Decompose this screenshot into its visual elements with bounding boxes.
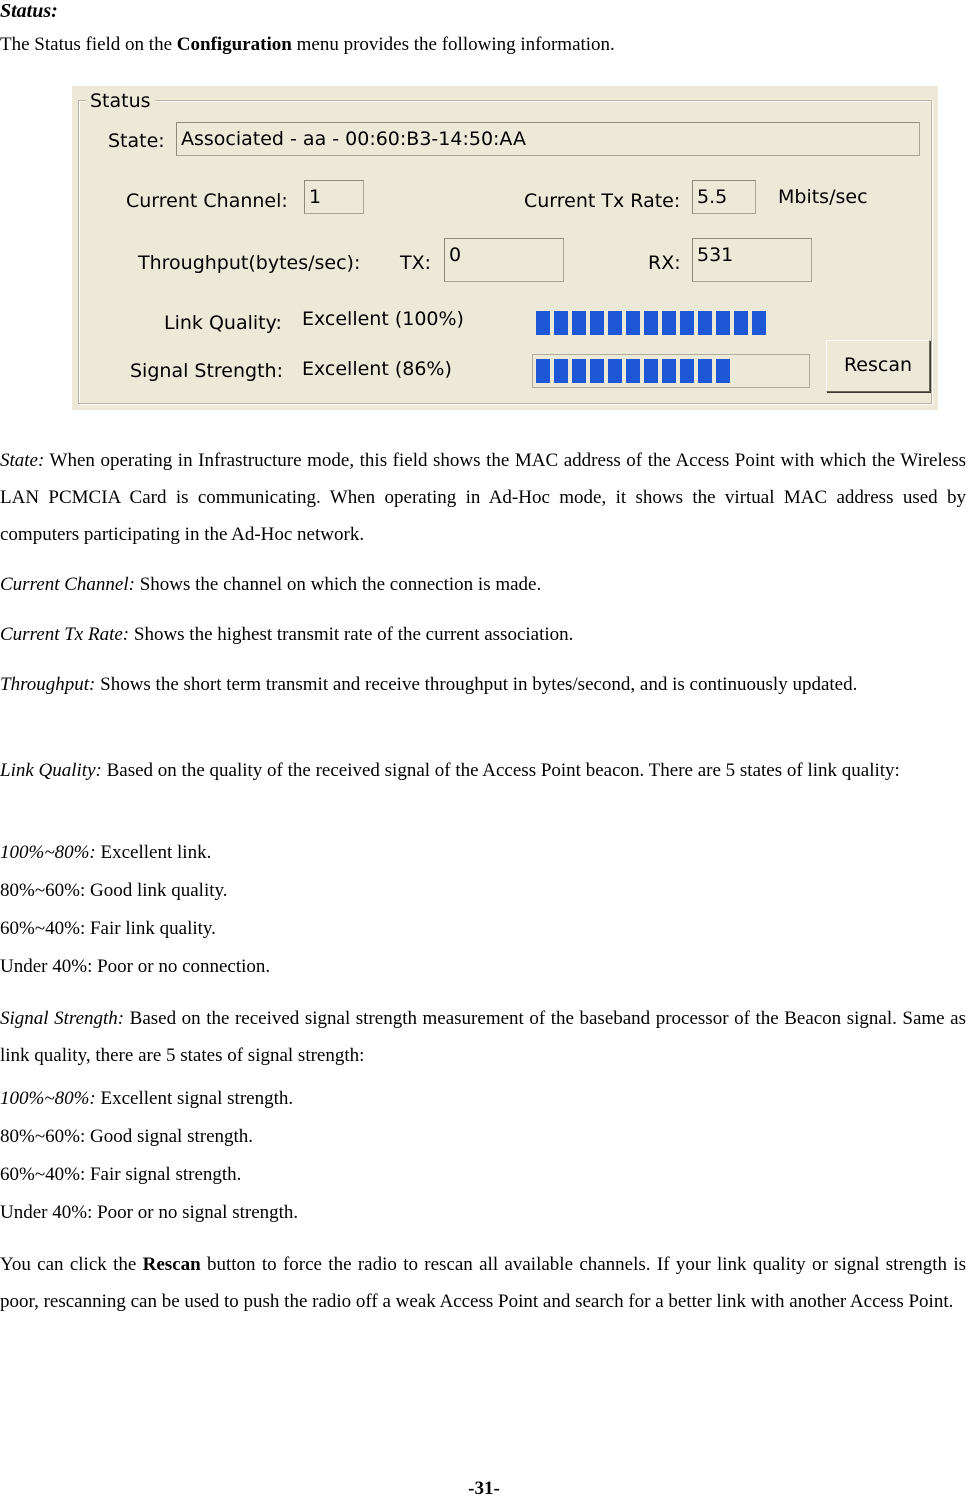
link-quality-state: [0, 842, 211, 864]
signal-strength-state: [0, 1202, 298, 1224]
progress-segment: [680, 359, 694, 383]
throughput-text: Shows the short term transmit and receive throughput in bytes/second, and is continuously updated.: [95, 674, 858, 695]
intro-text-end: menu provides the following information.: [291, 34, 615, 55]
rescan-text-end: button to force the radio to rescan all available channels. If your link quality or signal strength is poor, rescanning can be used to push the radio off a weak Access Point and search for a better link with another Access Point.: [0, 1254, 966, 1312]
tx-label: TX:: [400, 252, 432, 274]
link-quality-segments: [536, 311, 806, 335]
state-paragraph: [0, 442, 966, 553]
channel-term: Current Channel:: [0, 574, 135, 595]
progress-segment: [626, 311, 640, 335]
link-quality-state: [0, 918, 216, 940]
status-group-title: Status: [86, 90, 155, 112]
signal-strength-term: Signal Strength:: [0, 1008, 125, 1029]
state-desc: : Poor or no signal strength.: [87, 1202, 299, 1223]
link-quality-value: Excellent (100%): [302, 308, 464, 330]
intro-text: The Status field on the: [0, 34, 177, 55]
state-desc: Excellent signal strength.: [95, 1088, 294, 1109]
state-range: 60%~40%: [0, 1164, 80, 1185]
rx-field: 531: [692, 238, 812, 282]
signal-strength-bar: [532, 354, 810, 388]
throughput-label: Throughput(bytes/sec):: [138, 252, 361, 274]
signal-strength-state: [0, 1088, 293, 1110]
progress-segment: [608, 311, 622, 335]
progress-segment: [608, 359, 622, 383]
state-range: 100%~80%:: [0, 1088, 96, 1109]
current-tx-rate-field: 5.5: [692, 180, 756, 214]
signal-strength-paragraph: [0, 1000, 966, 1074]
signal-strength-text: Based on the received signal strength measurement of the baseband processor of the Beacon signal. Same as link quality, there are 5 states of signal strength:: [0, 1008, 966, 1066]
progress-segment: [554, 311, 568, 335]
rx-label: RX:: [648, 252, 681, 274]
rescan-term: Rescan: [142, 1254, 201, 1275]
progress-segment: [536, 311, 550, 335]
progress-segment: [590, 311, 604, 335]
progress-segment: [680, 311, 694, 335]
link-quality-label: Link Quality:: [164, 312, 282, 334]
current-channel-field: 1: [304, 180, 364, 214]
signal-strength-segments: [536, 359, 806, 383]
progress-segment: [662, 359, 676, 383]
link-quality-paragraph: [0, 752, 966, 789]
link-quality-state: [0, 956, 270, 978]
state-text: When operating in Infrastructure mode, this field shows the MAC address of the Access Point with which the Wireless LAN PCMCIA Card is communicating. When operating in Ad-Hoc mode, it shows the virtual MAC address used by computers participating in the Ad-Hoc network.: [0, 450, 966, 545]
state-term: State:: [0, 450, 45, 471]
state-desc: : Fair link quality.: [79, 918, 216, 939]
progress-segment: [698, 359, 712, 383]
progress-segment: [716, 359, 730, 383]
tx-rate-unit: Mbits/sec: [778, 186, 868, 208]
rescan-paragraph: [0, 1246, 966, 1320]
state-range: 80%~60%: [0, 880, 80, 901]
tx-rate-paragraph: [0, 616, 966, 653]
throughput-paragraph: [0, 666, 966, 703]
tx-rate-term: Current Tx Rate:: [0, 624, 130, 645]
signal-strength-value: Excellent (86%): [302, 358, 452, 380]
progress-segment: [752, 311, 766, 335]
progress-segment: [590, 359, 604, 383]
progress-segment: [716, 311, 730, 335]
state-desc: Excellent link.: [95, 842, 212, 863]
link-quality-text: Based on the quality of the received signal of the Access Point beacon. There are 5 states of link quality:: [101, 760, 900, 781]
page-number: -31-: [468, 1478, 500, 1499]
channel-text: Shows the channel on which the connection is made.: [134, 574, 542, 595]
progress-segment: [626, 359, 640, 383]
link-quality-state: [0, 880, 228, 902]
link-quality-bar: [532, 306, 810, 340]
progress-segment: [662, 311, 676, 335]
state-label: State:: [108, 130, 165, 152]
state-desc: : Poor or no connection.: [87, 956, 271, 977]
current-tx-rate-label: Current Tx Rate:: [524, 190, 681, 212]
tx-rate-text: Shows the highest transmit rate of the current association.: [129, 624, 574, 645]
signal-strength-state: [0, 1126, 253, 1148]
status-dialog-screenshot: [72, 86, 938, 410]
state-range: 100%~80%:: [0, 842, 96, 863]
state-field: Associated - aa - 00:60:B3-14:50:AA: [176, 122, 920, 156]
state-range: Under 40%: [0, 956, 88, 977]
progress-segment: [644, 359, 658, 383]
channel-paragraph: [0, 566, 966, 603]
progress-segment: [572, 359, 586, 383]
section-heading: Status:: [0, 0, 58, 22]
signal-strength-label: Signal Strength:: [130, 360, 283, 382]
rescan-button[interactable]: Rescan: [826, 340, 930, 392]
current-channel-label: Current Channel:: [126, 190, 288, 212]
progress-segment: [644, 311, 658, 335]
intro-configuration-term: Configuration: [176, 34, 292, 55]
state-range: 80%~60%: [0, 1126, 80, 1147]
state-range: 60%~40%: [0, 918, 80, 939]
rescan-text: You can click the: [0, 1254, 143, 1275]
throughput-term: Throughput:: [0, 674, 96, 695]
state-desc: : Good signal strength.: [79, 1126, 254, 1147]
state-range: Under 40%: [0, 1202, 88, 1223]
intro-paragraph: [0, 34, 615, 56]
progress-segment: [698, 311, 712, 335]
state-desc: : Fair signal strength.: [79, 1164, 242, 1185]
link-quality-term: Link Quality:: [0, 760, 102, 781]
progress-segment: [536, 359, 550, 383]
state-desc: : Good link quality.: [79, 880, 228, 901]
tx-field: 0: [444, 238, 564, 282]
progress-segment: [734, 311, 748, 335]
progress-segment: [554, 359, 568, 383]
progress-segment: [572, 311, 586, 335]
signal-strength-state: [0, 1164, 241, 1186]
